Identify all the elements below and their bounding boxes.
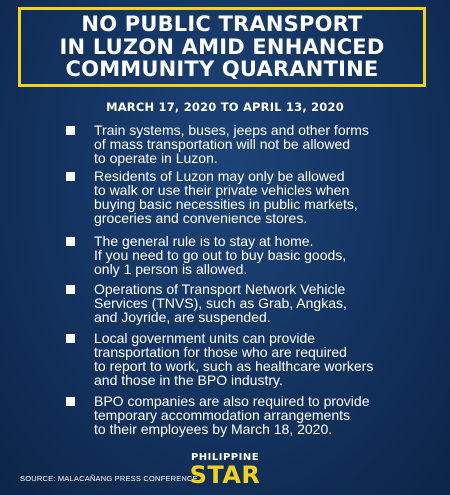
bullet-line: Train systems, buses, jeeps and other forms (94, 122, 369, 138)
bullet-line: Local government units can provide (94, 330, 316, 346)
title-line-1: NO PUBLIC TRANSPORT (81, 12, 363, 37)
bullet-item (94, 394, 444, 436)
bullet-square-icon (66, 126, 75, 135)
bullet-line: temporary accommodation arrangements (94, 407, 351, 423)
bullet-line: to report to work, such as healthcare workers (94, 358, 374, 374)
bullet-line: BPO companies are also required to provide (94, 393, 370, 409)
bullet-item (94, 123, 444, 165)
bullet-item (94, 169, 444, 225)
bullet-line: Residents of Luzon may only be allowed (94, 168, 345, 184)
bullet-line: groceries and convenience stores. (94, 210, 308, 226)
source-credit: SOURCE: MALACAÑANG PRESS CONFERENCE (20, 474, 198, 483)
bullet-square-icon (66, 237, 75, 246)
title-line-3: COMMUNITY QUARANTINE (65, 57, 379, 82)
title-box (18, 7, 426, 87)
bullet-square-icon (66, 397, 75, 406)
bullet-item (94, 331, 444, 387)
bullet-line: to operate in Luzon. (94, 150, 218, 166)
logo-top-text: PHILIPPINE (190, 452, 260, 463)
bullet-line: to their employees by March 18, 2020. (94, 421, 333, 437)
bullet-line: transportation for those who are required (94, 344, 347, 360)
bullet-line: buying basic necessities in public markets, (94, 196, 358, 212)
bullet-line: only 1 person is allowed. (94, 261, 248, 277)
bullet-line: and Joyride, are suspended. (94, 309, 271, 325)
bullet-square-icon (66, 334, 75, 343)
bullet-line: of mass transportation will not be allowed (94, 136, 351, 152)
bullet-line: and those in the BPO industry. (94, 372, 283, 388)
bullet-item (94, 282, 444, 324)
bullet-line: Operations of Transport Network Vehicle (94, 281, 346, 297)
date-range: MARCH 17, 2020 TO APRIL 13, 2020 (106, 100, 344, 114)
title-line-2: IN LUZON AMID ENHANCED (59, 34, 385, 59)
logo-bottom-text: STAR (189, 461, 261, 489)
bullet-line: If you need to go out to buy basic goods, (94, 247, 347, 263)
philippine-star-logo (185, 452, 265, 492)
bullet-item (94, 234, 444, 276)
bullet-line: Services (TNVS), such as Grab, Angkas, (94, 295, 347, 311)
bullet-line: The general rule is to stay at home. (94, 233, 314, 249)
bullet-square-icon (66, 285, 75, 294)
bullet-square-icon (66, 172, 75, 181)
bullet-line: to walk or use their private vehicles when (94, 182, 350, 198)
